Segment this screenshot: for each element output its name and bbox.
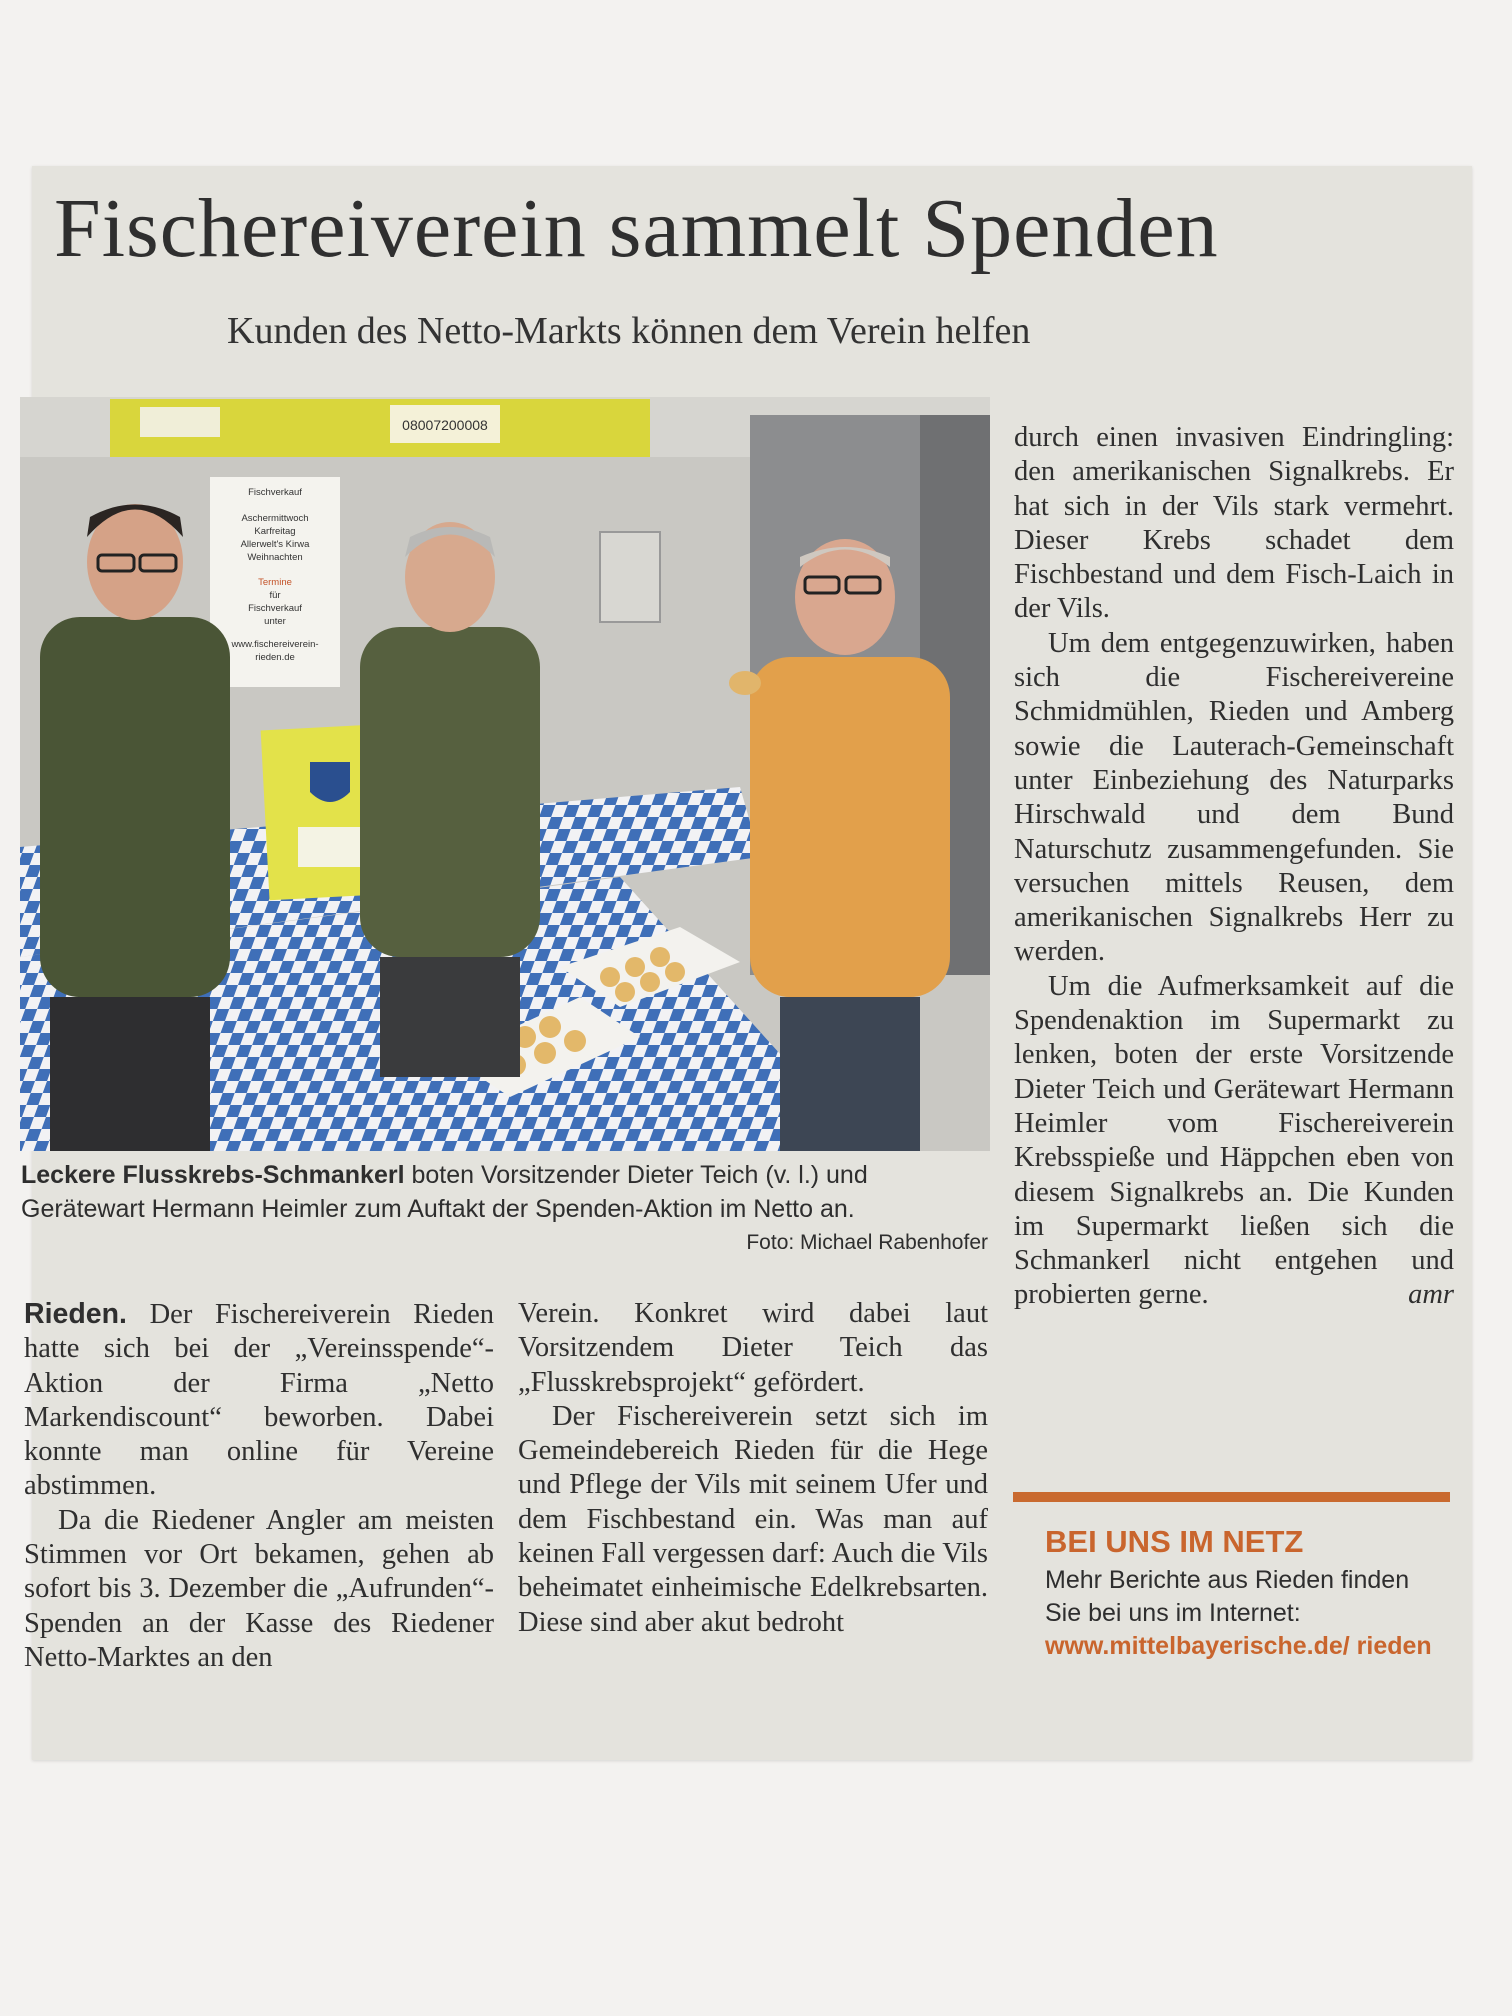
body-paragraph: Verein. Konkret wird dabei laut Vorsitzendem Dieter Teich das „Flusskrebsprojekt“ gefördert. <box>518 1298 988 1398</box>
body-paragraph: Rieden. Der Fischereiverein Rieden hatte sich bei der „Vereinsspende“-Aktion der Firma „Netto Markendiscount“ beworben. Dabei konnte man online für Vereine abstimmen. <box>24 1298 494 1502</box>
banner-number: 08007200008 <box>402 417 488 433</box>
svg-text:Karfreitag: Karfreitag <box>254 526 296 537</box>
body-paragraph: durch einen invasiven Eindringling: den amerikanischen Signalkrebs. Er hat sich in der Vils stark vermehrt. Dieser Krebs schadet dem Fischbestand und dem Fisch-Laich in der Vils. <box>1014 422 1454 625</box>
info-box <box>1013 1502 1450 1762</box>
body-column-3 <box>1014 421 1454 1313</box>
newspaper-clipping <box>21 166 1472 1760</box>
svg-text:Termine: Termine <box>258 577 292 588</box>
svg-text:Fischverkauf: Fischverkauf <box>248 603 302 614</box>
article-photo <box>20 397 990 1151</box>
body-paragraph: Der Fischereiverein setzt sich im Gemeindebereich Rieden für die Hege und Pflege der Vils mit seinem Ufer und dem Fischbestand ein. Was man auf keinen Fall vergessen darf: Auch die Vils beheimatet einheimische Edelkrebsarten. Diese sind aber akut bedroht <box>518 1400 988 1638</box>
author-initials: amr <box>1408 1279 1454 1311</box>
body-column-1 <box>24 1297 494 1675</box>
subheadline: Kunden des Netto-Markts können dem Verein helfen <box>227 310 1031 352</box>
info-box-link[interactable]: www.mittelbayerische.de/ rieden <box>1045 1632 1432 1660</box>
photo-caption <box>21 1158 996 1268</box>
photo-credit: Foto: Michael Rabenhofer <box>746 1231 988 1254</box>
body-column-2 <box>518 1297 988 1640</box>
dateline: Rieden. <box>24 1298 127 1330</box>
caption-text: boten Vorsitzender Dieter Teich (v. l.) und Gerätewart Hermann Heimler zum Auftakt der Spenden-Aktion im Netto an. <box>21 1161 868 1223</box>
newspaper-photo-three-men-at-table-icon <box>20 397 990 1151</box>
info-box-text: Mehr Berichte aus Rieden finden Sie bei uns im Internet: <box>1045 1566 1410 1627</box>
info-box-title: BEI UNS IM NETZ <box>1045 1524 1304 1559</box>
svg-text:rieden.de: rieden.de <box>255 652 295 663</box>
body-paragraph: Da die Riedener Angler am meisten Stimmen vor Ort bekamen, gehen ab sofort bis 3. Dezember die „Aufrunden“-Spenden an der Kasse des Riedener Netto-Marktes an den <box>24 1504 494 1673</box>
svg-text:für: für <box>269 590 281 601</box>
svg-text:unter: unter <box>264 616 286 627</box>
caption-lead: Leckere Flusskrebs-Schmankerl <box>21 1161 405 1189</box>
svg-text:Weihnachten: Weihnachten <box>247 552 303 563</box>
info-box-rule <box>1013 1492 1450 1502</box>
svg-text:Fischverkauf: Fischverkauf <box>248 487 302 498</box>
body-paragraph: Um dem entgegenzuwirken, haben sich die Fischereivereine Schmidmühlen, Rieden und Amberg sowie die Lauterach-Gemeinschaft unter Einbeziehung des Naturparks Hirschwald und dem Bund Naturschutz zusammengefunden. Sie versuchen mittels Reusen, dem amerikanischen Signalkrebs Herr zu werden. <box>1014 627 1454 968</box>
svg-text:www.fischereiverein-: www.fischereiverein- <box>231 639 319 650</box>
body-paragraph: Um die Aufmerksamkeit auf die Spendenaktion im Supermarkt zu lenken, boten der erste Vorsitzende Dieter Teich und Gerätewart Hermann Heimler vom Fischereiverein Krebsspieße und Häppchen eben von diesem Signalkrebs an. Die Kunden im Supermarkt ließen sich die Schmankerl nicht entgehen und probierten gerne. amr <box>1014 970 1454 1313</box>
headline: Fischereiverein sammelt Spenden <box>54 182 1219 275</box>
svg-text:Allerwelt's Kirwa: Allerwelt's Kirwa <box>240 539 310 550</box>
svg-text:Aschermittwoch: Aschermittwoch <box>241 513 309 524</box>
